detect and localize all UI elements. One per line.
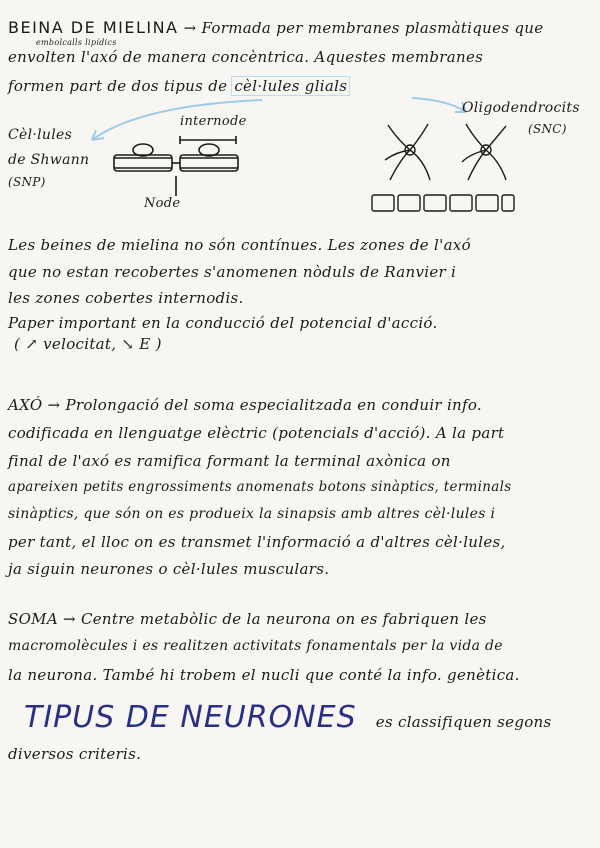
soma-line-2: macromolècules i es realitzen activitats fonamentals per la vida de bbox=[8, 638, 503, 654]
tipus-rest: es classifiquen segons bbox=[375, 713, 552, 731]
myelin-para-5: ( ↗ velocitat, ↘ E ) bbox=[14, 335, 162, 353]
label-internode: internode bbox=[180, 114, 247, 129]
myelin-annotation: embolcalls lipídics bbox=[36, 38, 117, 47]
axo-line-4: apareixen petits engrossiments anomenats botons sinàptics, terminals bbox=[8, 479, 512, 495]
arrow-to-oligo bbox=[412, 98, 466, 112]
label-schwann-2: de Shwann bbox=[8, 152, 90, 168]
tipus-title: TIPUS DE NEURONES bbox=[24, 700, 357, 735]
myelin-para-3: les zones cobertes internodis. bbox=[8, 289, 244, 307]
myelin-heading-rest: → Formada per membranes plasmàtiques que bbox=[183, 19, 544, 37]
tipus-line-2: diversos criteris. bbox=[8, 745, 142, 763]
label-snp: (SNP) bbox=[8, 175, 46, 189]
axo-line-3: final de l'axó es ramifica formant la terminal axònica on bbox=[8, 452, 451, 470]
myelin-heading: BEINA DE MIELINA bbox=[8, 18, 179, 37]
axo-line-2: codificada en llenguatge elèctric (potencials d'acció). A la part bbox=[8, 424, 505, 442]
myelin-para-1: Les beines de mielina no són contínues. Les zones de l'axó bbox=[8, 236, 471, 254]
axo-line-5: sinàptics, que són on es produeix la sinapsis amb altres cèl·lules i bbox=[8, 506, 496, 522]
myelin-para-2: que no estan recobertes s'anomenen nòduls de Ranvier i bbox=[8, 263, 457, 281]
oligodendrocytes bbox=[372, 124, 514, 211]
label-node: Node bbox=[144, 196, 181, 211]
soma-line-1: SOMA → Centre metabòlic de la neurona on es fabriquen les bbox=[8, 610, 487, 628]
myelin-line-3-start: formen part de dos tipus de bbox=[8, 77, 228, 95]
label-oligodendrocytes: Oligodendrocits bbox=[462, 100, 580, 116]
myelin-line-2: envolten l'axó de manera concèntrica. Aquestes membranes bbox=[8, 48, 484, 66]
glial-cells-highlight: cèl·lules glials bbox=[234, 77, 348, 95]
axo-line-7: ja siguin neurones o cèl·lules musculars. bbox=[8, 560, 330, 578]
axo-line-1: AXÓ → Prolongació del soma especialitzada en conduir info. bbox=[8, 396, 482, 414]
axo-line-6: per tant, el lloc on es transmet l'informació a d'altres cèl·lules, bbox=[8, 533, 506, 551]
schwann-axon bbox=[114, 136, 238, 196]
label-schwann-1: Cèl·lules bbox=[8, 127, 73, 143]
tipus-line-1 bbox=[24, 700, 552, 735]
myelin-para-4: Paper important en la conducció del potencial d'acció. bbox=[8, 314, 438, 332]
label-snc: (SNC) bbox=[528, 122, 567, 136]
soma-line-3: la neurona. També hi trobem el nucli que conté la info. genètica. bbox=[8, 666, 520, 684]
